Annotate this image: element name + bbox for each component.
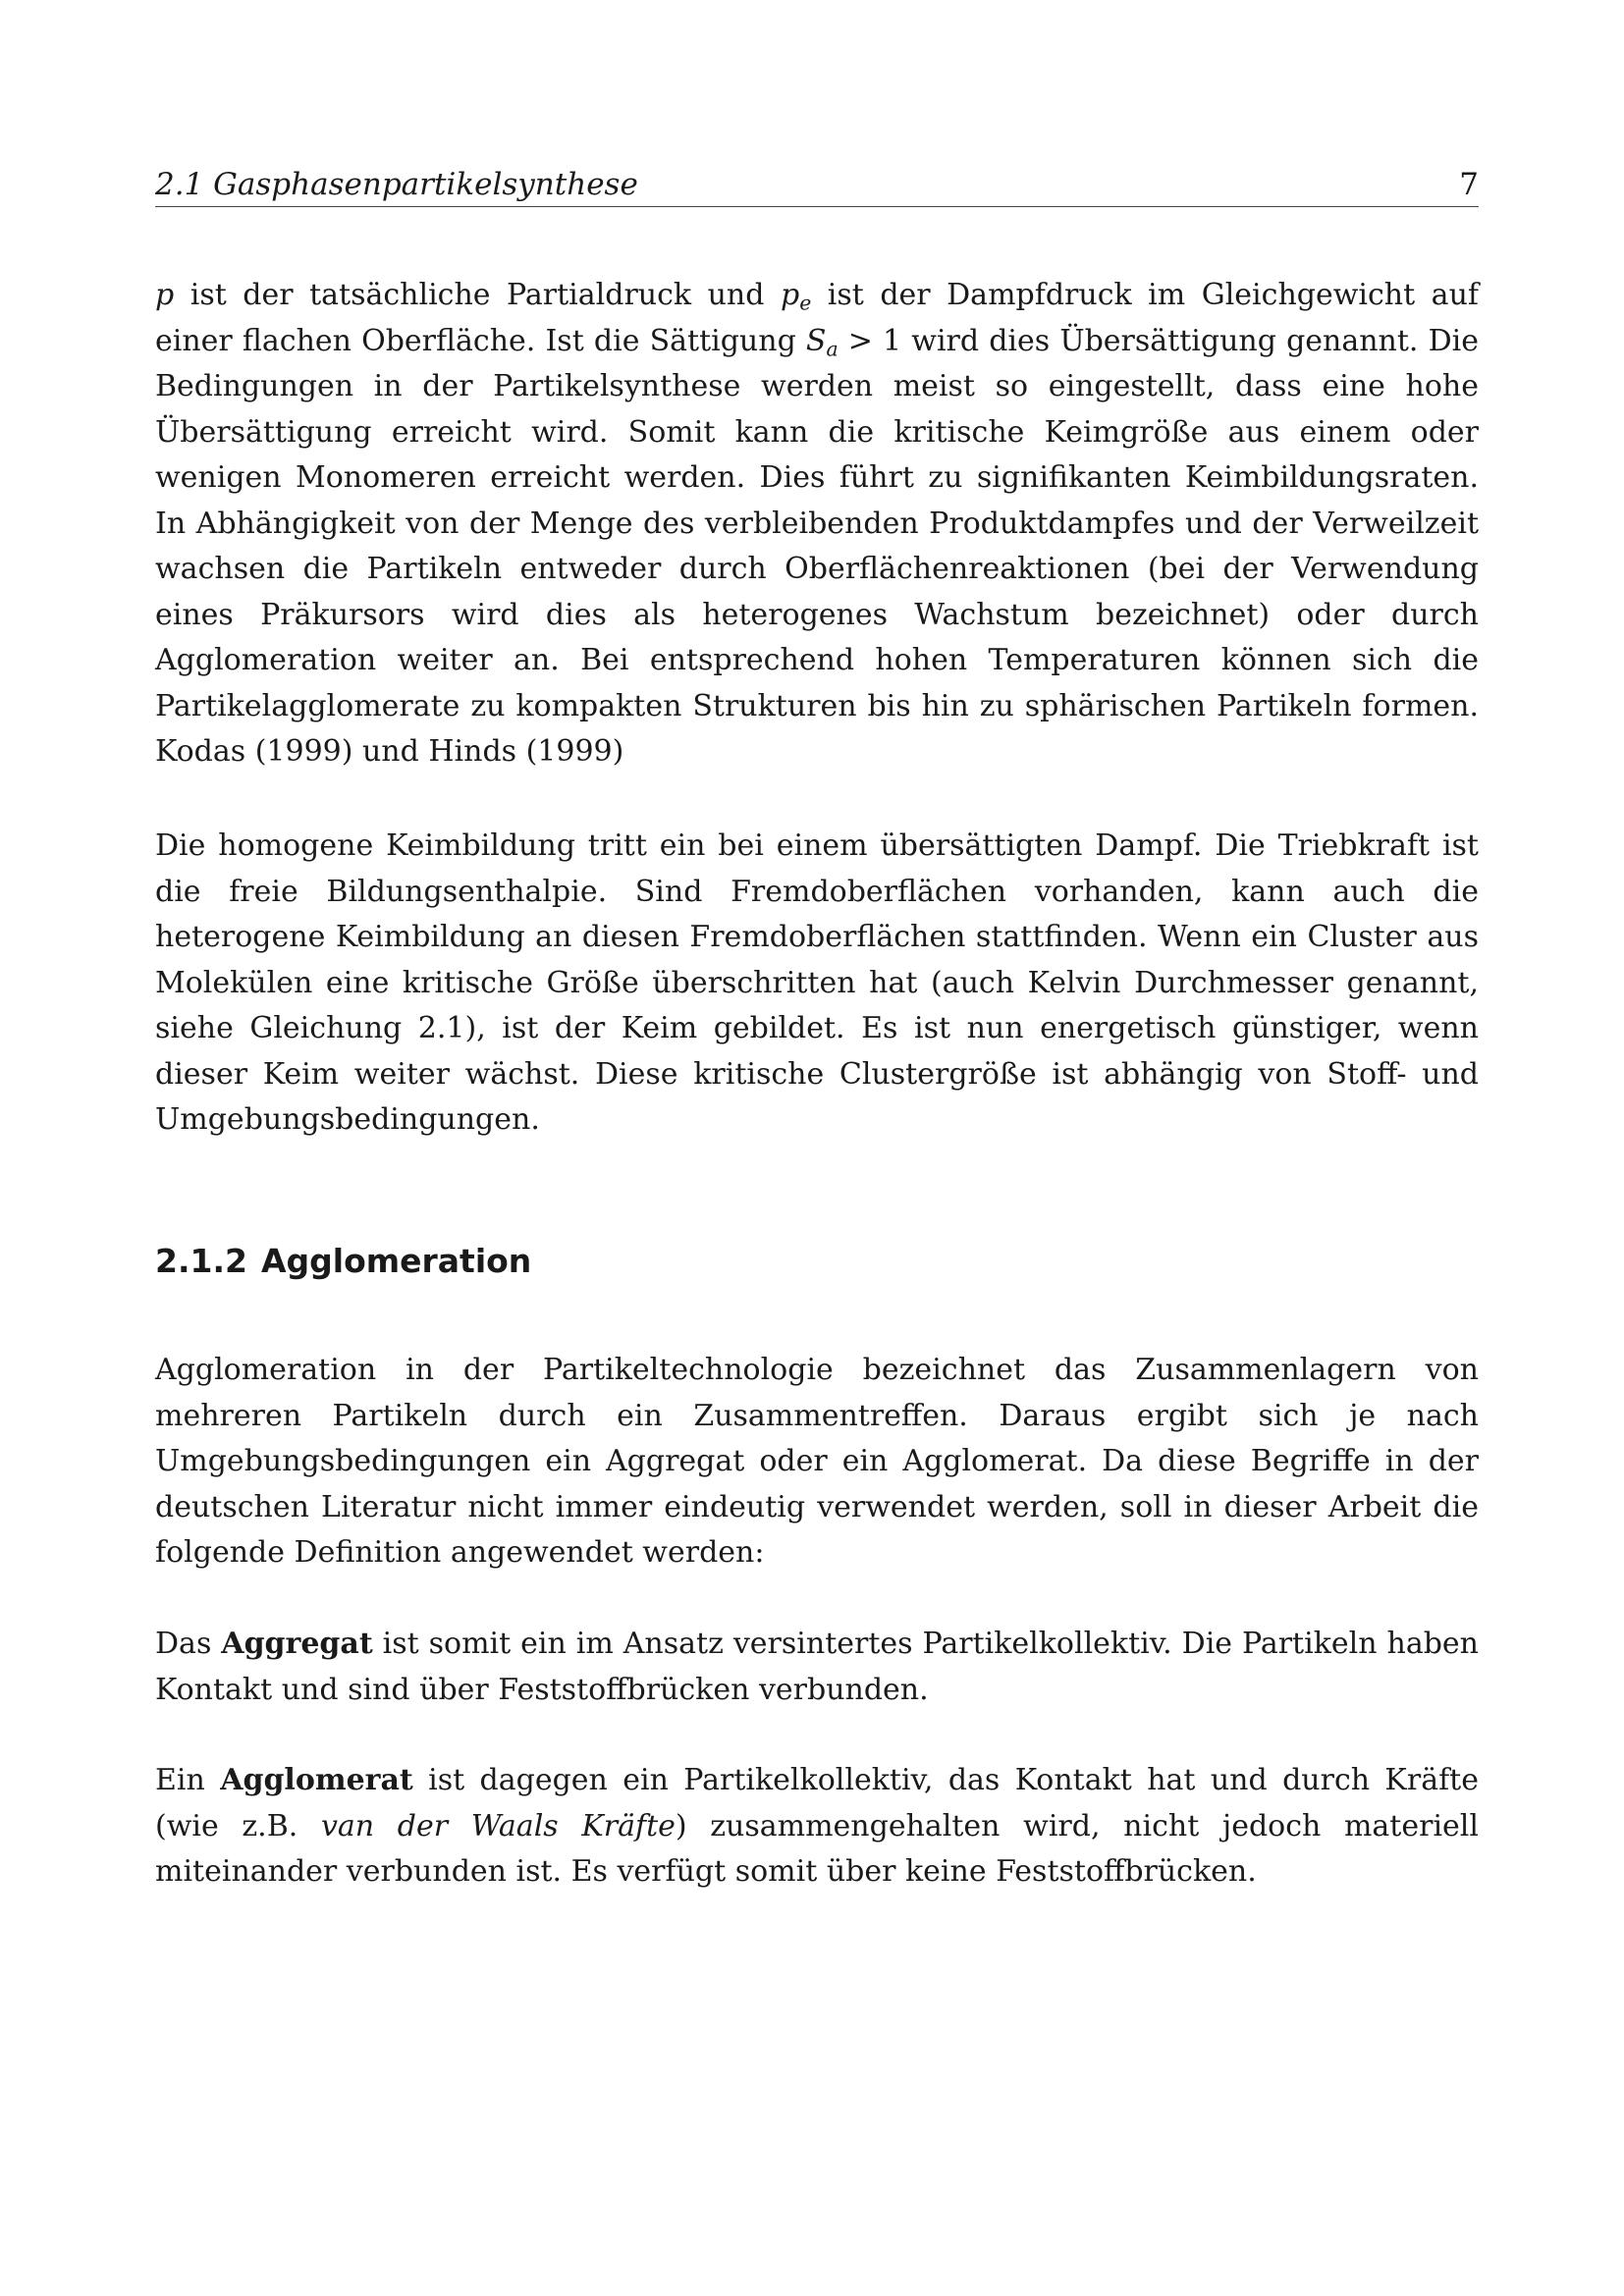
section-number: 2.1.2 bbox=[155, 1242, 247, 1280]
header-section-title: 2.1 Gasphasenpartikelsynthese bbox=[155, 167, 638, 202]
paragraph-saturation: p ist der tatsächliche Partialdruck und $p_e$ ist der Dampfdruck im Gleichgewicht auf einer flachen Oberfläche. Ist die Sättigung $S_a > 1$ wird dies Übersättigung genannt. Die Bedingungen in der Partikelsynthese werden meist so eingestellt, dass eine hohe Übersättigung erreicht wird. Somit kann die kritische Keimgröße aus einem oder wenigen Monomeren erreicht werden. Dies führt zu signifikanten Keimbildungsraten. In Abhängigkeit von der Menge des verbleibenden Produktdampfes und der Verweilzeit wachsen die Partikeln entweder durch Oberflächenreaktionen (bei der Verwendung eines Präkursors wird dies als heterogenes Wachstum bezeichnet) oder durch Agglomeration weiter an. Bei entsprechend hohen Temperaturen können sich die Partikelagglomerate zu kompakten Strukturen bis hin zu sphärischen Partikeln formen. Kodas (1999) und Hinds (1999) bbox=[155, 278, 1480, 769]
section-title: Agglomeration bbox=[260, 1242, 532, 1280]
paragraph-agglomeration-intro: Agglomeration in der Partikeltechnologie bezeichnet das Zusammenlagern von mehreren Partikeln durch ein Zusammentreffen. Daraus ergibt sich je nach Umgebungsbedingungen ein Aggregat oder ein Agglomerat. Da diese Begriffe in der deutschen Literatur nicht immer eindeutig verwendet werden, soll in dieser Arbeit die folgende Definition angewendet werden: bbox=[155, 1353, 1479, 1570]
section-heading bbox=[155, 1239, 1479, 1284]
paragraph-agglomerate-definition: Ein Agglomerat ist dagegen ein Partikelkollektiv, das Kontakt hat und durch Kräfte (wie z.B. van der Waals Kräfte) zusammengehalten wird, nicht jedoch materiell miteinander verbunden ist. Es verfügt somit über keine Feststoffbrücken. bbox=[155, 1763, 1479, 1889]
emphasis-van-der-waals: van der Waals Kräfte bbox=[320, 1808, 676, 1843]
page-number: 7 bbox=[1459, 167, 1479, 202]
paragraph-aggregate-definition: Das Aggregat ist somit ein im Ansatz versintertes Partikelkollektiv. Die Partikeln haben Kontakt und sind über Feststoffbrücken verbunden. bbox=[155, 1627, 1479, 1707]
running-header bbox=[155, 163, 1479, 207]
math-var-sa: $S_a$ bbox=[805, 323, 839, 361]
math-var-p: p bbox=[155, 278, 175, 312]
term-aggregat: Aggregat bbox=[221, 1627, 373, 1661]
math-var-pe: $p_e$ bbox=[780, 278, 812, 315]
term-agglomerat: Agglomerat bbox=[220, 1763, 413, 1797]
paragraph-nucleation: Die homogene Keimbildung tritt ein bei einem übersättigten Dampf. Die Triebkraft ist die freie Bildungsenthalpie. Sind Fremdoberflächen vorhanden, kann auch die heterogene Keimbildung an diesen Fremdoberflächen stattfinden. Wenn ein Cluster aus Molekülen eine kritische Größe überschritten hat (auch Kelvin Durchmesser genannt, siehe Gleichung 2.1), ist der Keim gebildet. Es ist nun energetisch günstiger, wenn dieser Keim weiter wächst. Diese kritische Clustergröße ist abhängig von Stoff- und Umgebungsbedingungen. bbox=[155, 828, 1479, 1137]
